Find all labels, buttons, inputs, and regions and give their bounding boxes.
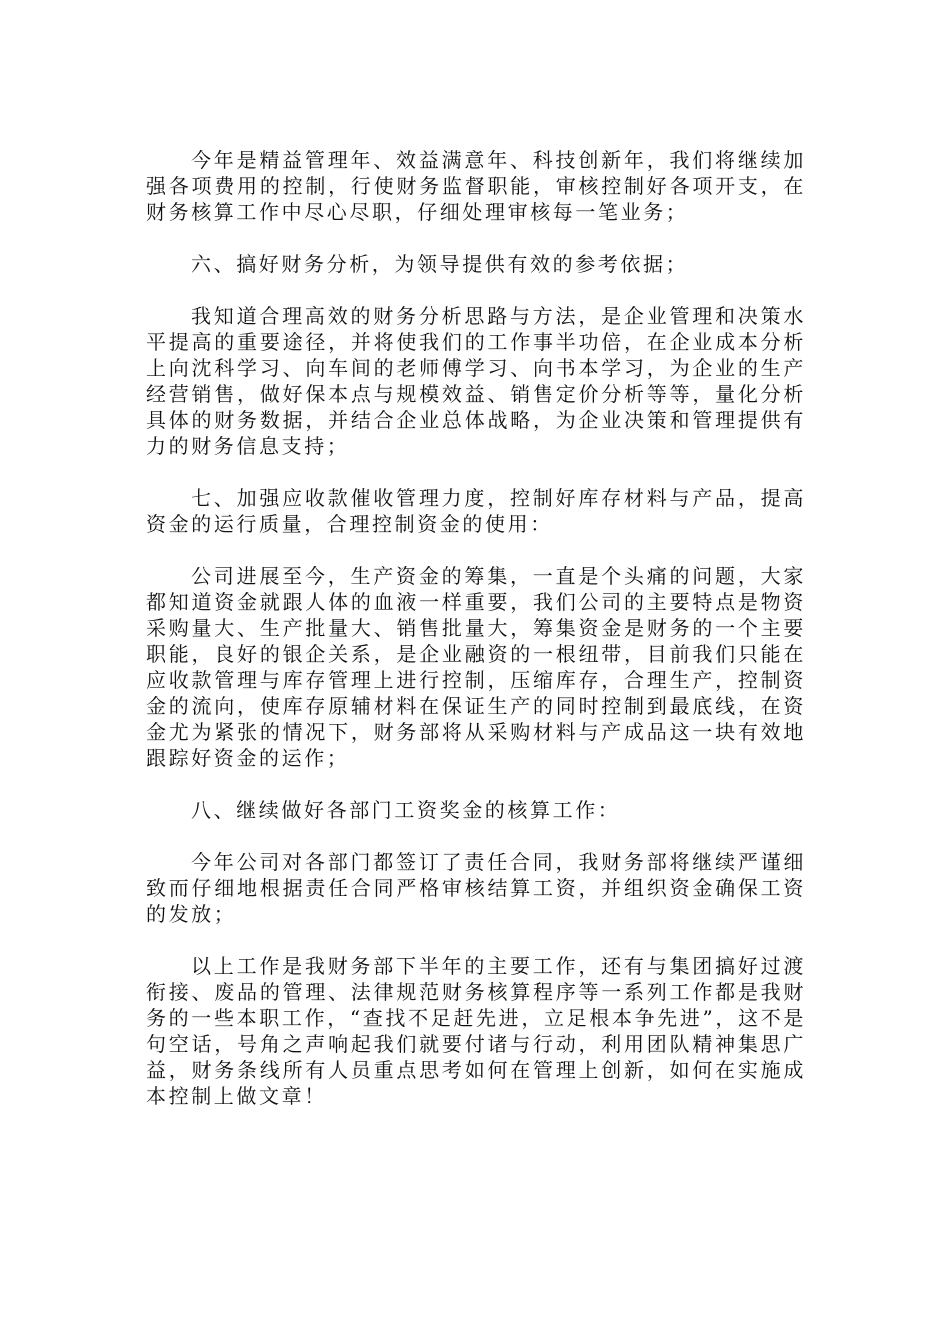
paragraph-conclusion: 以上工作是我财务部下半年的主要工作，还有与集团搞好过渡衔接、废品的管理、法律规范财务核算程序等一系列工作都是我财务的一些本职工作，“查找不足赶先进，立足根本争先进”，这不是句空话，号角之声响起我们就要付诸与行动，利用团队精神集思广益，财务条线所有人员重点思考如何在管理上创新，如何在实施成本控制上做文章！ xyxy=(146,954,806,1108)
paragraph-financial-analysis: 我知道合理高效的财务分析思路与方法，是企业管理和决策水平提高的重要途径，并将使我们的工作事半功倍，在企业成本分析上向沈科学习、向车间的老师傅学习、向书本学习，为企业的生产经营销售，做好保本点与规模效益、销售定价分析等等，量化分析具体的财务数据，并结合企业总体战略，为企业决策和管理提供有力的财务信息支持； xyxy=(146,304,806,458)
paragraph-fund-management: 公司进展至今，生产资金的筹集，一直是个头痛的问题，大家都知道资金就跟人体的血液一样重要，我们公司的主要特点是物资采购量大、生产批量大、销售批量大，筹集资金是财务的一个主要职能，良好的银企关系，是企业融资的一根纽带，目前我们只能在应收款管理与库存管理上进行控制，压缩库存，合理生产，控制资金的流向，使库存原辅材料在保证生产的同时控制到最底线，在资金尤为紧张的情况下，财务部将从采购材料与产成品这一块有效地跟踪好资金的运作； xyxy=(146,564,806,770)
section-heading-8: 八、继续做好各部门工资奖金的核算工作： xyxy=(191,798,621,822)
paragraph-cost-control: 今年是精益管理年、效益满意年、科技创新年，我们将继续加强各项费用的控制，行使财务监督职能，审核控制好各项开支，在财务核算工作中尽心尽职，仔细处理审核每一笔业务； xyxy=(146,148,806,224)
section-heading-6: 六、搞好财务分析，为领导提供有效的参考依据； xyxy=(191,252,689,276)
section-heading-7: 七、加强应收款催收管理力度，控制好库存材料与产品，提高资金的运行质量，合理控制资金的使用： xyxy=(146,486,806,536)
paragraph-salary-accounting: 今年公司对各部门都签订了责任合同，我财务部将继续严谨细致而仔细地根据责任合同严格审核结算工资，并组织资金确保工资的发放； xyxy=(146,850,806,926)
document-body xyxy=(146,147,806,1135)
